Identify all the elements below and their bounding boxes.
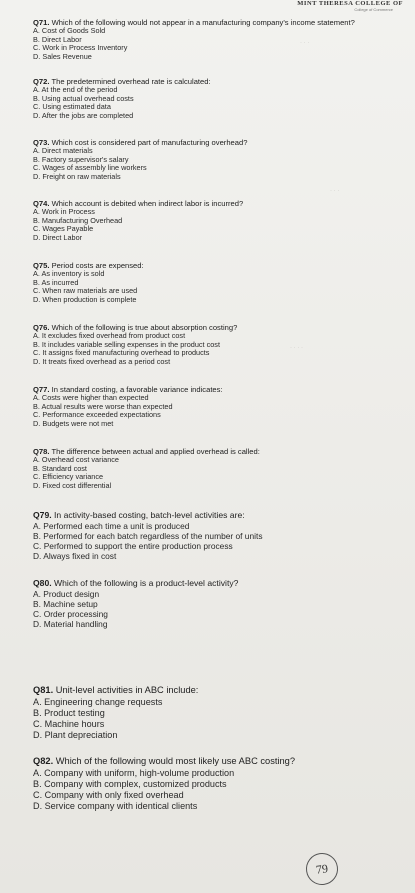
question-text	[33, 510, 403, 521]
question-q73	[33, 138, 403, 181]
question-body: Which of the following is true about absorption costing?	[51, 323, 238, 332]
option-d[interactable]: D. When production is complete	[33, 294, 137, 304]
option-d[interactable]: D. After the jobs are completed	[33, 110, 134, 120]
option-d[interactable]: D. Budgets were not met	[33, 418, 114, 428]
option-b[interactable]: B. Using actual overhead costs	[33, 93, 134, 103]
option-a[interactable]: A. Cost of Goods Sold	[33, 26, 106, 35]
option-c[interactable]: C. Wages Payable	[33, 224, 94, 234]
option-d[interactable]: D. Material handling	[33, 618, 108, 629]
option-b[interactable]: B. Actual results were worse than expected	[33, 401, 173, 411]
question-number: Q80.	[33, 578, 52, 588]
option-b[interactable]: B. Standard cost	[33, 463, 87, 473]
option-b[interactable]: B. Manufacturing Overhead	[33, 215, 123, 225]
question-q74	[33, 199, 403, 242]
option-c[interactable]: C. When raw materials are used	[33, 286, 138, 296]
question-q81	[33, 685, 403, 741]
question-q80	[33, 578, 403, 629]
option-d[interactable]: D. Sales Revenue	[33, 51, 92, 61]
option-c[interactable]: C. Wages of assembly line workers	[33, 163, 147, 173]
option-d[interactable]: D. Service company with identical clients	[33, 800, 198, 811]
question-body: In standard costing, a favorable variance indicates:	[51, 385, 223, 394]
question-number: Q76.	[33, 323, 50, 332]
option-c[interactable]: C. Performance exceeded expectations	[33, 410, 161, 420]
option-c[interactable]: C. Machine hours	[33, 718, 105, 729]
option-a[interactable]: A. Engineering change requests	[33, 696, 163, 707]
option-b[interactable]: B. Factory supervisor's salary	[33, 154, 129, 164]
question-q75	[33, 261, 403, 304]
option-c[interactable]: C. It assigns fixed manufacturing overhead to products	[33, 348, 210, 358]
option-a[interactable]: A. Product design	[33, 588, 100, 599]
option-b[interactable]: B. Product testing	[33, 707, 105, 718]
option-d[interactable]: D. Always fixed in cost	[33, 550, 117, 561]
option-d[interactable]: D. Fixed cost differential	[33, 480, 112, 490]
option-d[interactable]: D. Direct Labor	[33, 232, 83, 242]
college-subheader: College of Commerce	[354, 7, 393, 12]
question-q76	[33, 323, 403, 366]
question-body: The difference between actual and applied overhead is called:	[51, 447, 260, 456]
question-number: Q81.	[33, 685, 54, 695]
question-text	[33, 578, 403, 589]
question-body: Which account is debited when indirect labor is incurred?	[51, 199, 244, 208]
question-text	[33, 756, 403, 768]
option-a[interactable]: A. Work in Process	[33, 207, 95, 216]
option-b[interactable]: B. Performed for each batch regardless of the number of units	[33, 530, 263, 541]
option-b[interactable]: B. As incurred	[33, 277, 79, 287]
page-number-stamp: 79	[304, 851, 340, 887]
question-q77	[33, 385, 403, 428]
option-b[interactable]: B. Company with complex, customized products	[33, 778, 227, 789]
option-b[interactable]: B. Machine setup	[33, 598, 98, 609]
question-number: Q73.	[33, 138, 50, 147]
option-d[interactable]: D. It treats fixed overhead as a period cost	[33, 356, 171, 366]
question-q71	[33, 18, 403, 61]
question-number: Q75.	[33, 261, 50, 270]
question-body: Which cost is considered part of manufacturing overhead?	[51, 138, 248, 147]
college-header: MINT THERESA COLLEGE OF	[297, 0, 403, 7]
option-a[interactable]: A. Overhead cost variance	[33, 455, 119, 464]
question-number: Q72.	[33, 77, 50, 86]
option-d[interactable]: D. Plant depreciation	[33, 729, 118, 740]
option-a[interactable]: A. At the end of the period	[33, 85, 118, 94]
option-c[interactable]: C. Performed to support the entire production process	[33, 540, 233, 551]
question-number: Q78.	[33, 447, 50, 456]
option-a[interactable]: A. It excludes fixed overhead from product cost	[33, 331, 186, 340]
option-c[interactable]: C. Company with only fixed overhead	[33, 789, 184, 800]
question-number: Q77.	[33, 385, 50, 394]
question-body: In activity-based costing, batch-level activities are:	[54, 510, 245, 520]
option-c[interactable]: C. Efficiency variance	[33, 472, 104, 482]
question-body: Which of the following would not appear in a manufacturing company's income statement?	[51, 18, 355, 27]
question-q79	[33, 510, 403, 561]
option-d[interactable]: D. Freight on raw materials	[33, 171, 121, 181]
question-body: The predetermined overhead rate is calculated:	[51, 77, 211, 86]
option-c[interactable]: C. Using estimated data	[33, 102, 111, 112]
question-number: Q79.	[33, 510, 52, 520]
option-a[interactable]: A. Performed each time a unit is produced	[33, 520, 190, 531]
option-c[interactable]: C. Order processing	[33, 608, 108, 619]
question-text	[33, 685, 403, 697]
option-b[interactable]: B. It includes variable selling expenses in the product cost	[33, 339, 220, 349]
question-body: Which of the following is a product-level activity?	[54, 578, 239, 588]
question-q78	[33, 447, 403, 490]
question-q72	[33, 77, 403, 120]
option-a[interactable]: A. Direct materials	[33, 146, 93, 155]
question-q82	[33, 756, 403, 812]
option-a[interactable]: A. Costs were higher than expected	[33, 393, 149, 402]
bleed-through-text: · · ·	[300, 40, 310, 46]
bleed-through-text: · · · ·	[290, 345, 303, 351]
option-a[interactable]: A. Company with uniform, high-volume production	[33, 767, 235, 778]
question-number: Q82.	[33, 756, 54, 766]
option-c[interactable]: C. Work in Process Inventory	[33, 43, 128, 53]
question-body: Which of the following would most likely use ABC costing?	[55, 756, 295, 766]
question-body: Period costs are expensed:	[51, 261, 144, 270]
bleed-through-text: · · ·	[330, 188, 340, 194]
option-b[interactable]: B. Direct Labor	[33, 34, 82, 44]
question-body: Unit-level activities in ABC include:	[55, 685, 199, 695]
question-number: Q74.	[33, 199, 50, 208]
question-number: Q71.	[33, 18, 50, 27]
option-a[interactable]: A. As inventory is sold	[33, 269, 105, 278]
